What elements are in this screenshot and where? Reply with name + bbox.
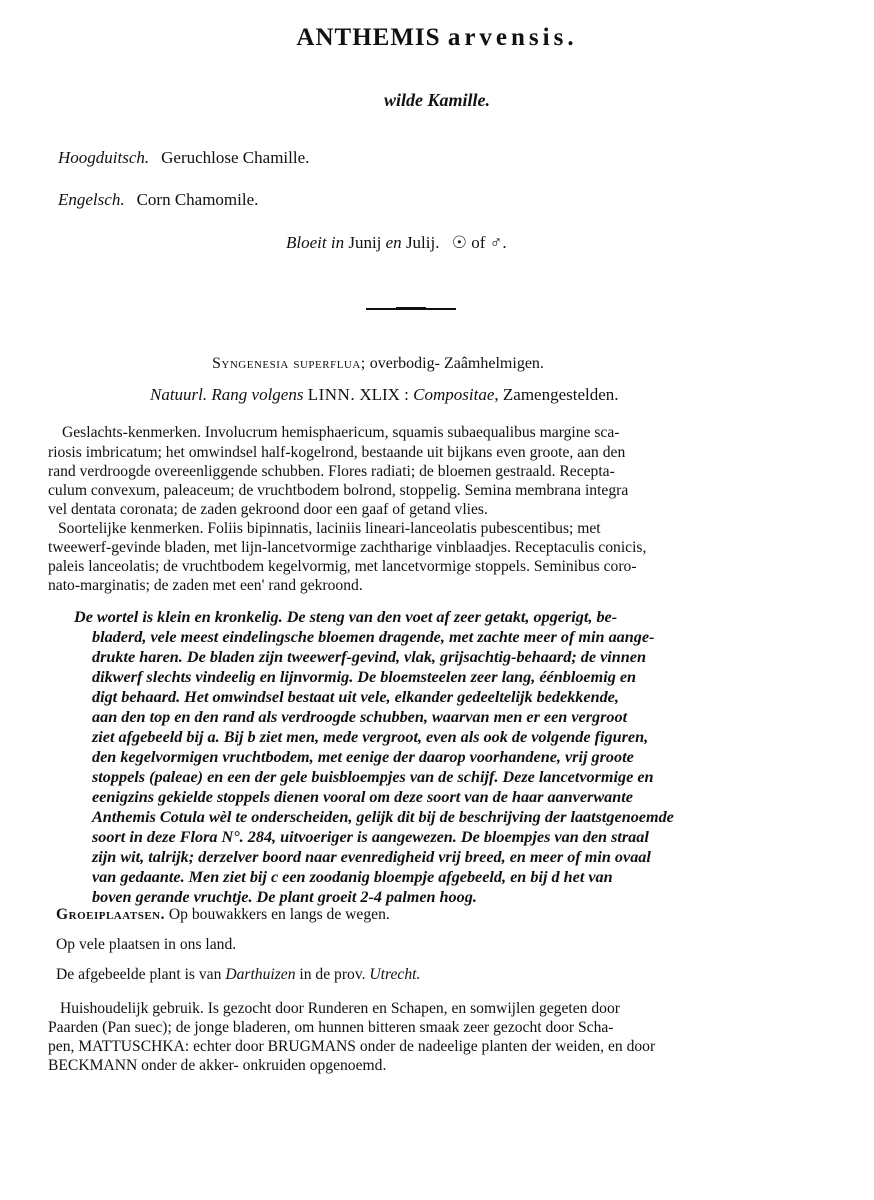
linn-abbrev: LINN. [307, 385, 356, 404]
species-characters-line: paleis lanceolatis; de vruchtbodem kegelvormig, met lancetvormige stoppels. Seminibus coro- [48, 558, 637, 575]
genus-characters-line: Geslachts-kenmerken. Involucrum hemisphaericum, squamis subaequalibus margine sca- [62, 424, 620, 441]
household-use-line: Paarden (Pan suec); de jonge bladeren, om hunnen bitteren smaak zeer gezocht door Scha- [48, 1019, 614, 1036]
description-line: stoppels (paleae) en een der gele buisbloempjes van de schijf. Deze lancetvormige en [92, 768, 654, 786]
lifecycle-symbols: ☉ of ♂. [451, 233, 507, 252]
habitat-text: Op bouwakkers en langs de wegen. [168, 906, 390, 923]
dutch-common-name: wilde Kamille. [384, 90, 490, 110]
specimen-origin-mid: in de prov. [299, 966, 366, 983]
description-line: De wortel is klein en kronkelig. De steng van den voet af zeer getakt, opgerigt, be- [74, 608, 618, 626]
description-line: ziet afgebeeld bij a. Bij b ziet men, mede vergroot, even als ook de volgende figuren, [92, 728, 649, 746]
description-line: drukte haren. De bladen zijn tweewerf-gevind, vlak, grijsachtig-behaard; de vinnen [92, 648, 646, 666]
description-line: bladerd, vele meest eindelingsche bloemen dragende, met zachte meer of min aange- [92, 628, 655, 646]
page-title [0, 24, 874, 52]
description-line: eenigzins gekielde stoppels dienen vooral om deze soort van de haar aanverwante [92, 788, 633, 806]
rank-prefix: Natuurl. Rang volgens [150, 385, 304, 404]
specimen-place: Darthuizen [225, 966, 296, 983]
syngenesia-line [212, 355, 544, 373]
household-use-line: BECKMANN onder de akker- onkruiden opgenoemd. [48, 1057, 387, 1074]
description-line: boven gerande vruchtje. De plant groeit 2-4 palmen hoog. [92, 888, 477, 906]
genus-name: ANTHEMIS [296, 24, 441, 51]
household-use-line: pen, MATTUSCHKA: echter door BRUGMANS onder de nadeelige planten der weiden, en door [48, 1038, 656, 1055]
description-line: dikwerf slechts vindeelig en lijnvormig. De bloemsteelen zeer lang, éénbloemig en [92, 668, 637, 686]
family-name: Compositae [413, 385, 495, 404]
species-characters-line: nato-marginatis; de zaden met een' rand gekroond. [48, 577, 363, 594]
linnaean-class: Syngenesia superflua; [212, 355, 366, 372]
german-label: Hoogduitsch. [58, 148, 150, 167]
description-line: digt behaard. Het omwindsel bestaat uit vele, elkander gedeeltelijk bedekkende, [92, 688, 619, 706]
english-name-line [58, 190, 258, 210]
distribution-line: Op vele plaatsen in ons land. [56, 936, 237, 953]
genus-characters-line: riosis imbricatum; het omwindsel half-kogelrond, bestaande uit bijkans even groote, aan den [48, 444, 626, 461]
natural-rank-line [150, 385, 619, 405]
german-name: Geruchlose Chamille. [161, 148, 310, 167]
section-divider [366, 308, 456, 310]
description-line: van gedaante. Men ziet bij c een zoodanig bloempje afgebeeld, en bij d het van [92, 868, 613, 886]
household-use-line: Huishoudelijk gebruik. Is gezocht door Runderen en Schapen, en somwijlen gegeten door [60, 1000, 620, 1017]
genus-characters-line: culum convexum, paleaceum; de vruchtbodem bolrond, stoppelig. Semina membrana integra [48, 482, 629, 499]
species-characters-line: tweewerf-gevinde bladen, met lijn-lancetvormige zachtharige vinblaadjes. Receptaculis conicis, [48, 539, 647, 556]
habitat-label: Groeiplaatsen. [56, 906, 166, 923]
specimen-origin-prefix: De afgebeelde plant is van [56, 966, 222, 983]
bloom-month-1: Junij [348, 233, 382, 252]
bloom-label: Bloeit in [286, 233, 345, 252]
specimen-origin-line [56, 966, 420, 984]
bloom-period [286, 233, 507, 253]
rank-number: XLIX : [359, 385, 409, 404]
genus-characters-line: vel dentata coronata; de zaden gekroond door een gaaf of getand vlies. [48, 501, 488, 518]
description-line: zijn wit, talrijk; derzelver boord naar evenredigheid vrij breed, en meer of min ovaal [92, 848, 651, 866]
genus-characters-line: rand verdroogde overeenliggende schubben. Flores radiati; de bloemen gestraald. Recepta- [48, 463, 615, 480]
linnaean-class-dutch: overbodig- Zaâmhelmigen. [369, 355, 544, 372]
english-label: Engelsch. [58, 190, 125, 209]
german-name-line [58, 148, 309, 168]
habitat-line [56, 906, 390, 924]
specimen-province: Utrecht. [369, 966, 421, 983]
english-name: Corn Chamomile. [136, 190, 259, 209]
bloom-en: en [385, 233, 402, 252]
description-line: den kegelvormigen vruchtbodem, met eenige der daarop voorhandene, vrij groote [92, 748, 634, 766]
description-line: Anthemis Cotula wèl te onderscheiden, gelijk dit bij de beschrijving der laatstgenoemde [92, 808, 674, 826]
species-characters-line: Soortelijke kenmerken. Foliis bipinnatis, laciniis lineari-lanceolatis pubescentibus; met [58, 520, 601, 537]
bloom-month-2: Julij. [405, 233, 440, 252]
family-dutch: , Zamengestelden. [494, 385, 619, 404]
description-line: soort in deze Flora N°. 284, uitvoeriger is aangewezen. De bloempjes van den straal [92, 828, 649, 846]
species-name: arvensis. [447, 24, 578, 51]
description-line: aan den top en den rand als verdroogde schubben, waarvan men er een vergroot [92, 708, 628, 726]
